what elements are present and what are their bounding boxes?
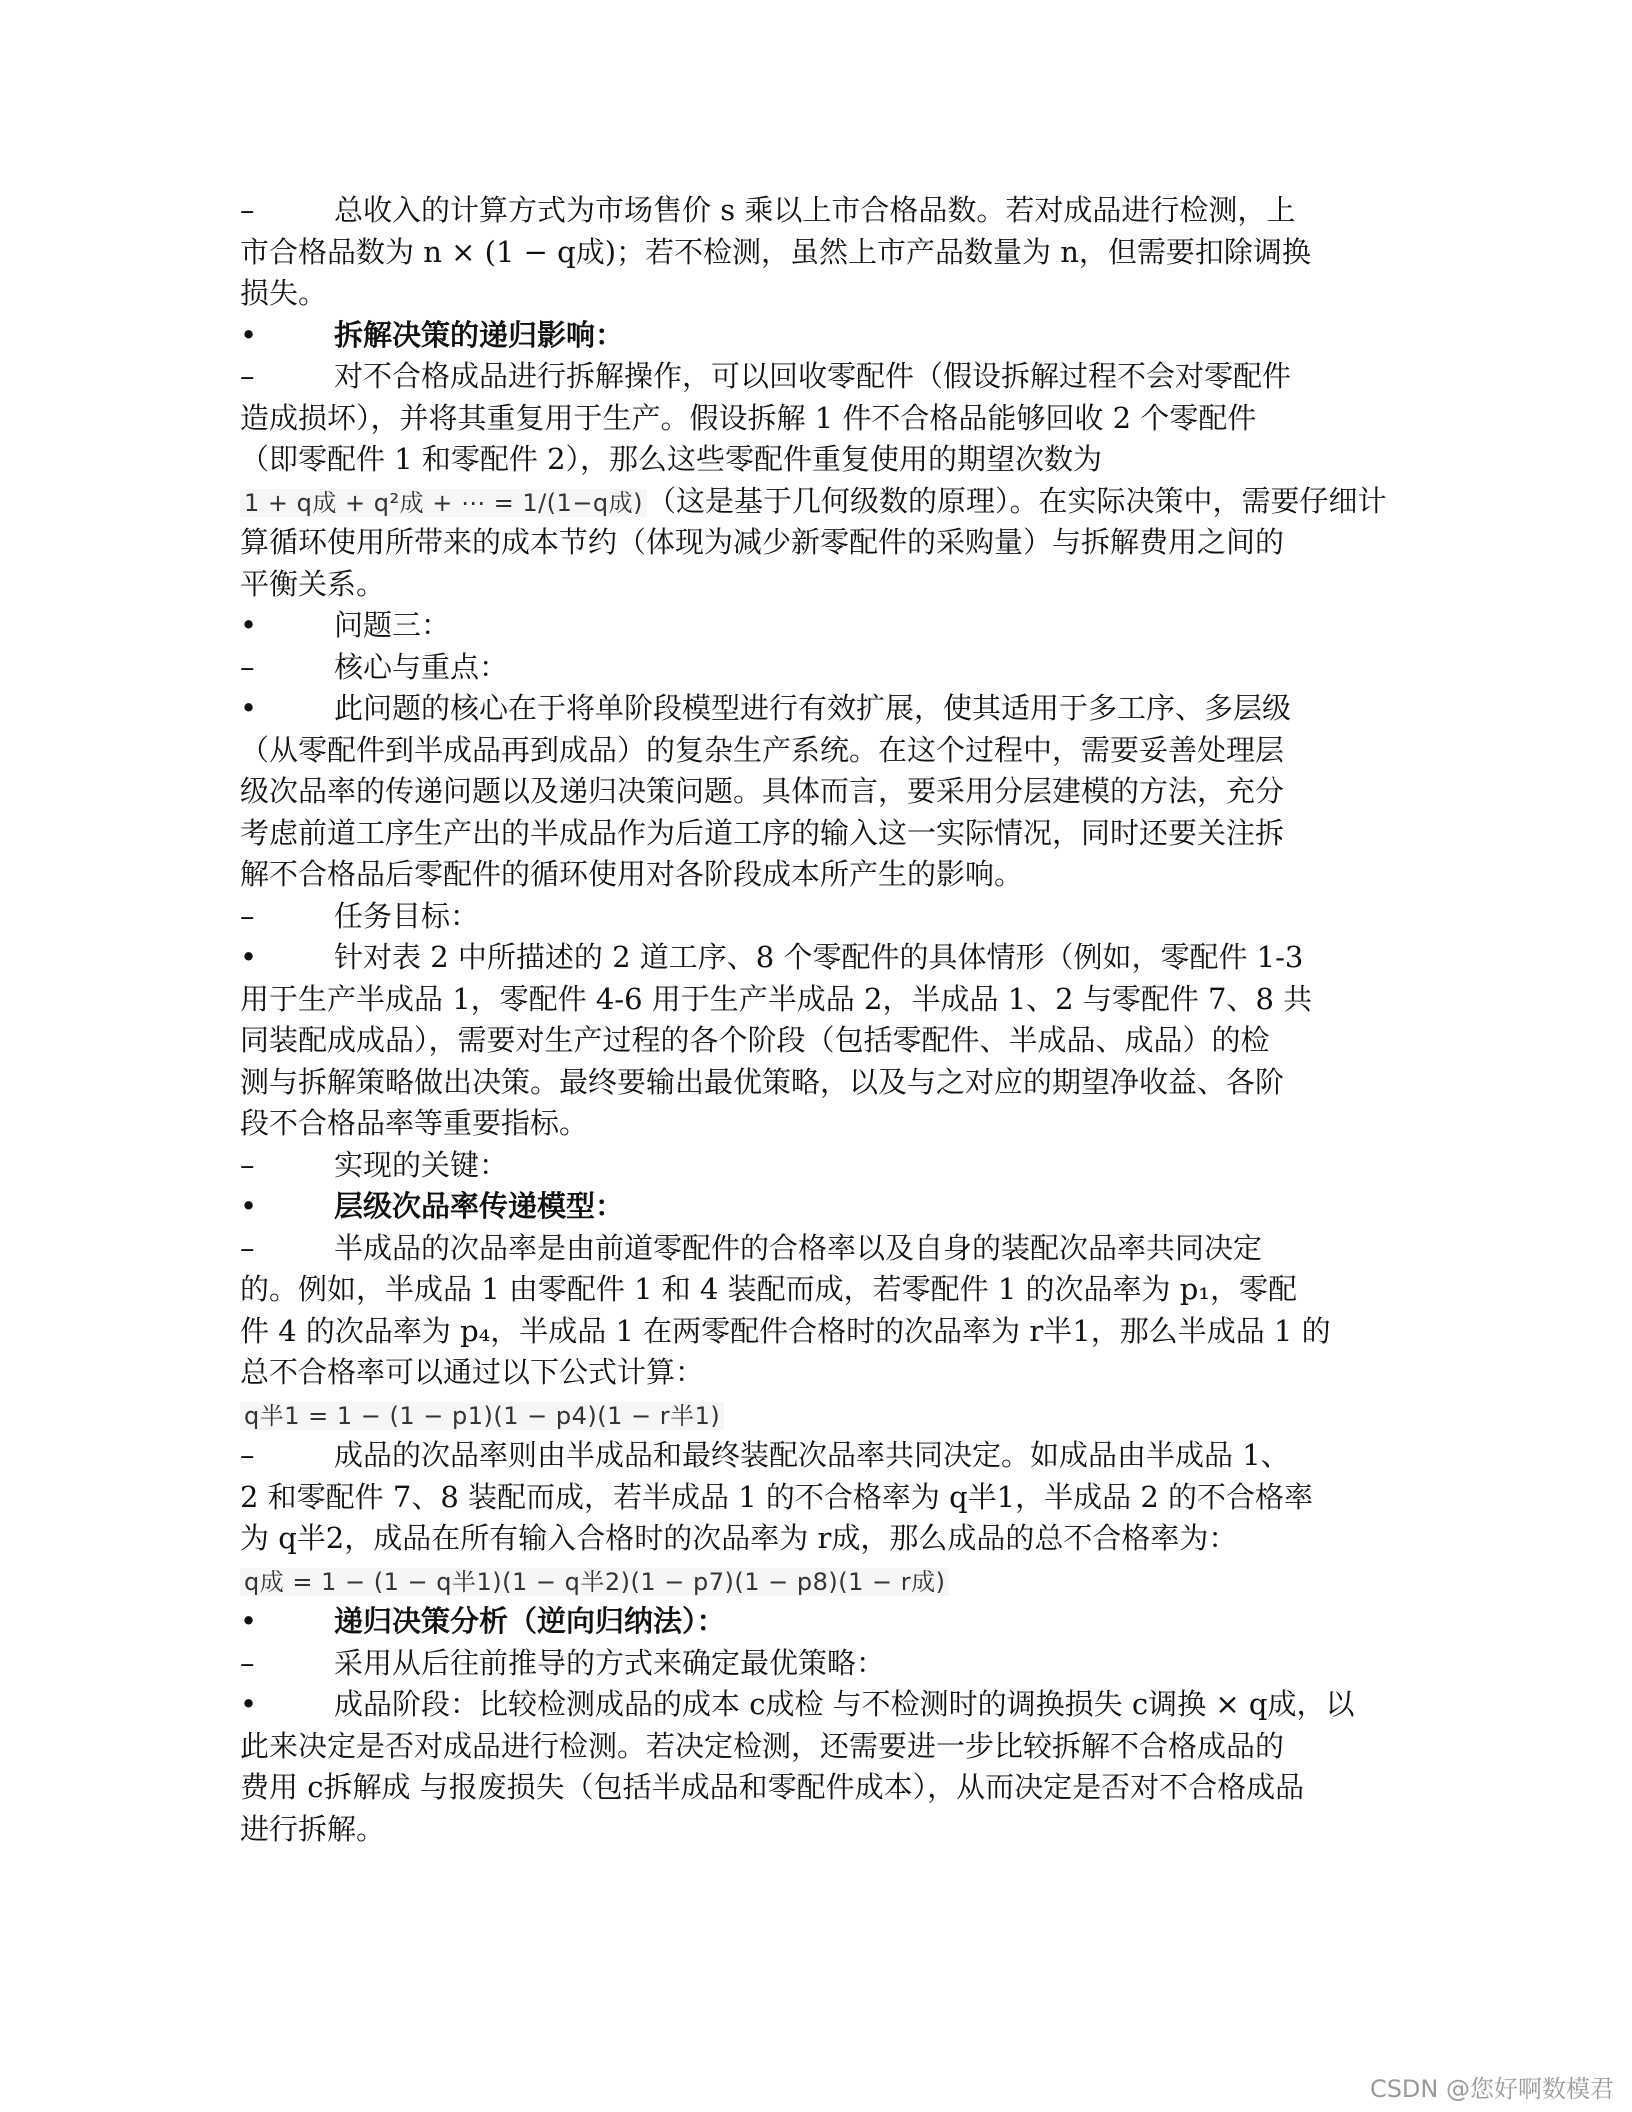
paragraph-text: 对不合格成品进行拆解操作，可以回收零配件（假设拆解过程不会对零配件: [334, 359, 1292, 393]
paragraph-text: 的。例如，半成品 1 由零配件 1 和 4 装配而成，若零配件 1 的次品率为 p₁，零配: [240, 1272, 1297, 1306]
text-line: [240, 854, 1386, 896]
text-line: [240, 1477, 1386, 1519]
text-line: [240, 605, 1386, 647]
text-line: [240, 771, 1386, 813]
text-line: [240, 1103, 1386, 1145]
bullet-marker: •: [240, 317, 258, 352]
text-line: [240, 398, 1386, 440]
bullet-marker: •: [240, 691, 258, 725]
paragraph-text: 测与拆解策略做出决策。最终要输出最优策略，以及与之对应的期望净收益、各阶: [240, 1064, 1285, 1099]
formula-image: q成 = 1 − (1 − q半1)(1 − q半2)(1 − p7)(1 − p8)(1 − r成): [240, 1568, 949, 1596]
text-line: [240, 1435, 1386, 1477]
paragraph-text: 此来决定是否对成品进行检测。若决定检测，还需要进一步比较拆解不合格成品的: [240, 1728, 1285, 1763]
paragraph-text: （从零配件到半成品再到成品）的复杂生产系统。在这个过程中，需要妥善处理层: [240, 732, 1285, 767]
text-line: [240, 1643, 1386, 1685]
text-line: [240, 439, 1386, 481]
text-line: [240, 1311, 1386, 1353]
paragraph-text: 成品阶段：比较检测成品的成本 c成检 与不检测时的调换损失 c调换 × q成，以: [334, 1687, 1355, 1721]
text-line: [240, 1518, 1386, 1560]
paragraph-text: 段不合格品率等重要指标。: [240, 1106, 589, 1140]
paragraph-text: 核心与重点：: [334, 649, 509, 684]
formula-image: q半1 = 1 − (1 − p1)(1 − p4)(1 − r半1): [240, 1402, 724, 1430]
paragraph-text: 解不合格品后零配件的循环使用对各阶段成本所产生的影响。: [240, 857, 1024, 891]
paragraph-text: （即零配件 1 和零配件 2），那么这些零配件重复使用的期望次数为: [240, 442, 1103, 476]
dash-marker: –: [240, 193, 255, 227]
text-line: [240, 481, 1386, 523]
text-line: [240, 356, 1386, 398]
text-line: [240, 1352, 1386, 1394]
text-line: [240, 979, 1386, 1021]
dash-marker: –: [240, 1230, 255, 1265]
watermark: CSDN @您好啊数模君: [1369, 2075, 1614, 2103]
text-line: [240, 688, 1386, 730]
paragraph-text: 任务目标：: [334, 898, 480, 933]
paragraph-text: 成品的次品率则由半成品和最终装配次品率共同决定。如成品由半成品 1、: [334, 1438, 1290, 1472]
text-line: [240, 273, 1386, 315]
text-line: [240, 813, 1386, 855]
paragraph-text: （这是基于几何级数的原理）。在实际决策中，需要仔细计: [647, 483, 1387, 518]
paragraph-text: 件 4 的次品率为 p₄，半成品 1 在两零配件合格时的次品率为 r半1，那么半成品 1 的: [240, 1313, 1331, 1348]
dash-marker: –: [240, 1645, 255, 1680]
paragraph-text: 此问题的核心在于将单阶段模型进行有效扩展，使其适用于多工序、多层级: [334, 691, 1292, 725]
text-line: [240, 937, 1386, 979]
paragraph-text: 为 q半2，成品在所有输入合格时的次品率为 r成，那么成品的总不合格率为：: [240, 1521, 1238, 1555]
text-line: [240, 315, 1386, 357]
formula-image: 1 + q成 + q²成 + ⋯ = 1/(1−q成): [240, 489, 647, 517]
paragraph-text: 市合格品数为 n × (1 − q成)；若不检测，虽然上市产品数量为 n，但需要扣除调换: [240, 234, 1311, 269]
section-heading: 递归决策分析（逆向归纳法）：: [334, 1604, 726, 1638]
bullet-marker: •: [240, 1604, 258, 1638]
text-line: [240, 647, 1386, 689]
paragraph-text: 同装配成成品），需要对生产过程的各个阶段（包括零配件、半成品、成品）的检: [240, 1023, 1270, 1057]
document-body: [240, 190, 1386, 1850]
dash-marker: –: [240, 1147, 255, 1182]
dash-marker: –: [240, 1438, 255, 1472]
paragraph-text: 算循环使用所带来的成本节约（体现为减少新零配件的采购量）与拆解费用之间的: [240, 525, 1285, 559]
paragraph-text: 采用从后往前推导的方式来确定最优策略：: [334, 1645, 886, 1680]
dash-marker: –: [240, 649, 255, 684]
text-line: [240, 1145, 1386, 1187]
paragraph-text: 用于生产半成品 1，零配件 4-6 用于生产半成品 2，半成品 1、2 与零配件 7、8 共: [240, 981, 1313, 1016]
text-line: [240, 1228, 1386, 1270]
paragraph-text: 级次品率的传递问题以及递归决策问题。具体而言，要采用分层建模的方法，充分: [240, 774, 1285, 808]
bullet-marker: •: [240, 1687, 258, 1721]
paragraph-text: 半成品的次品率是由前道零配件的合格率以及自身的装配次品率共同决定: [334, 1230, 1263, 1265]
text-line: [240, 232, 1386, 274]
text-line: [240, 1726, 1386, 1768]
paragraph-text: 考虑前道工序生产出的半成品作为后道工序的输入这一实际情况，同时还要关注拆: [240, 815, 1285, 850]
text-line: [240, 1809, 1386, 1851]
section-heading: 拆解决策的递归影响：: [334, 317, 625, 352]
paragraph-text: 针对表 2 中所描述的 2 道工序、8 个零配件的具体情形（例如，零配件 1-3: [334, 940, 1304, 974]
paragraph-text: 2 和零配件 7、8 装配而成，若半成品 1 的不合格率为 q半1，半成品 2 的不合格率: [240, 1479, 1314, 1514]
text-line: [240, 564, 1386, 606]
paragraph-text: 总不合格率可以通过以下公式计算：: [240, 1355, 705, 1389]
text-line: [240, 1186, 1386, 1228]
text-line: [240, 1767, 1386, 1809]
paragraph-text: 总收入的计算方式为市场售价 s 乘以上市合格品数。若对成品进行检测，上: [334, 193, 1296, 227]
paragraph-text: 造成损坏），并将其重复用于生产。假设拆解 1 件不合格品能够回收 2 个零配件: [240, 400, 1257, 435]
bullet-marker: •: [240, 1189, 258, 1223]
text-line: [240, 1684, 1386, 1726]
text-line: [240, 1394, 1386, 1436]
text-line: [240, 1062, 1386, 1104]
paragraph-text: 费用 c拆解成 与报废损失（包括半成品和零配件成本），从而决定是否对不合格成品: [240, 1770, 1305, 1804]
text-line: [240, 1269, 1386, 1311]
paragraph-text: 平衡关系。: [240, 566, 386, 601]
text-line: [240, 1560, 1386, 1602]
text-line: [240, 896, 1386, 938]
text-line: [240, 730, 1386, 772]
paragraph-text: 实现的关键：: [334, 1147, 509, 1182]
paragraph-text: 进行拆解。: [240, 1811, 386, 1846]
text-line: [240, 1020, 1386, 1062]
paragraph-text: 损失。: [240, 276, 328, 310]
dash-marker: –: [240, 359, 255, 393]
bullet-marker: •: [240, 608, 258, 642]
bullet-marker: •: [240, 940, 258, 974]
text-line: [240, 522, 1386, 564]
text-line: [240, 190, 1386, 232]
paragraph-text: 问题三：: [334, 608, 451, 642]
section-heading: 层级次品率传递模型：: [334, 1189, 625, 1223]
dash-marker: –: [240, 898, 255, 933]
text-line: [240, 1601, 1386, 1643]
